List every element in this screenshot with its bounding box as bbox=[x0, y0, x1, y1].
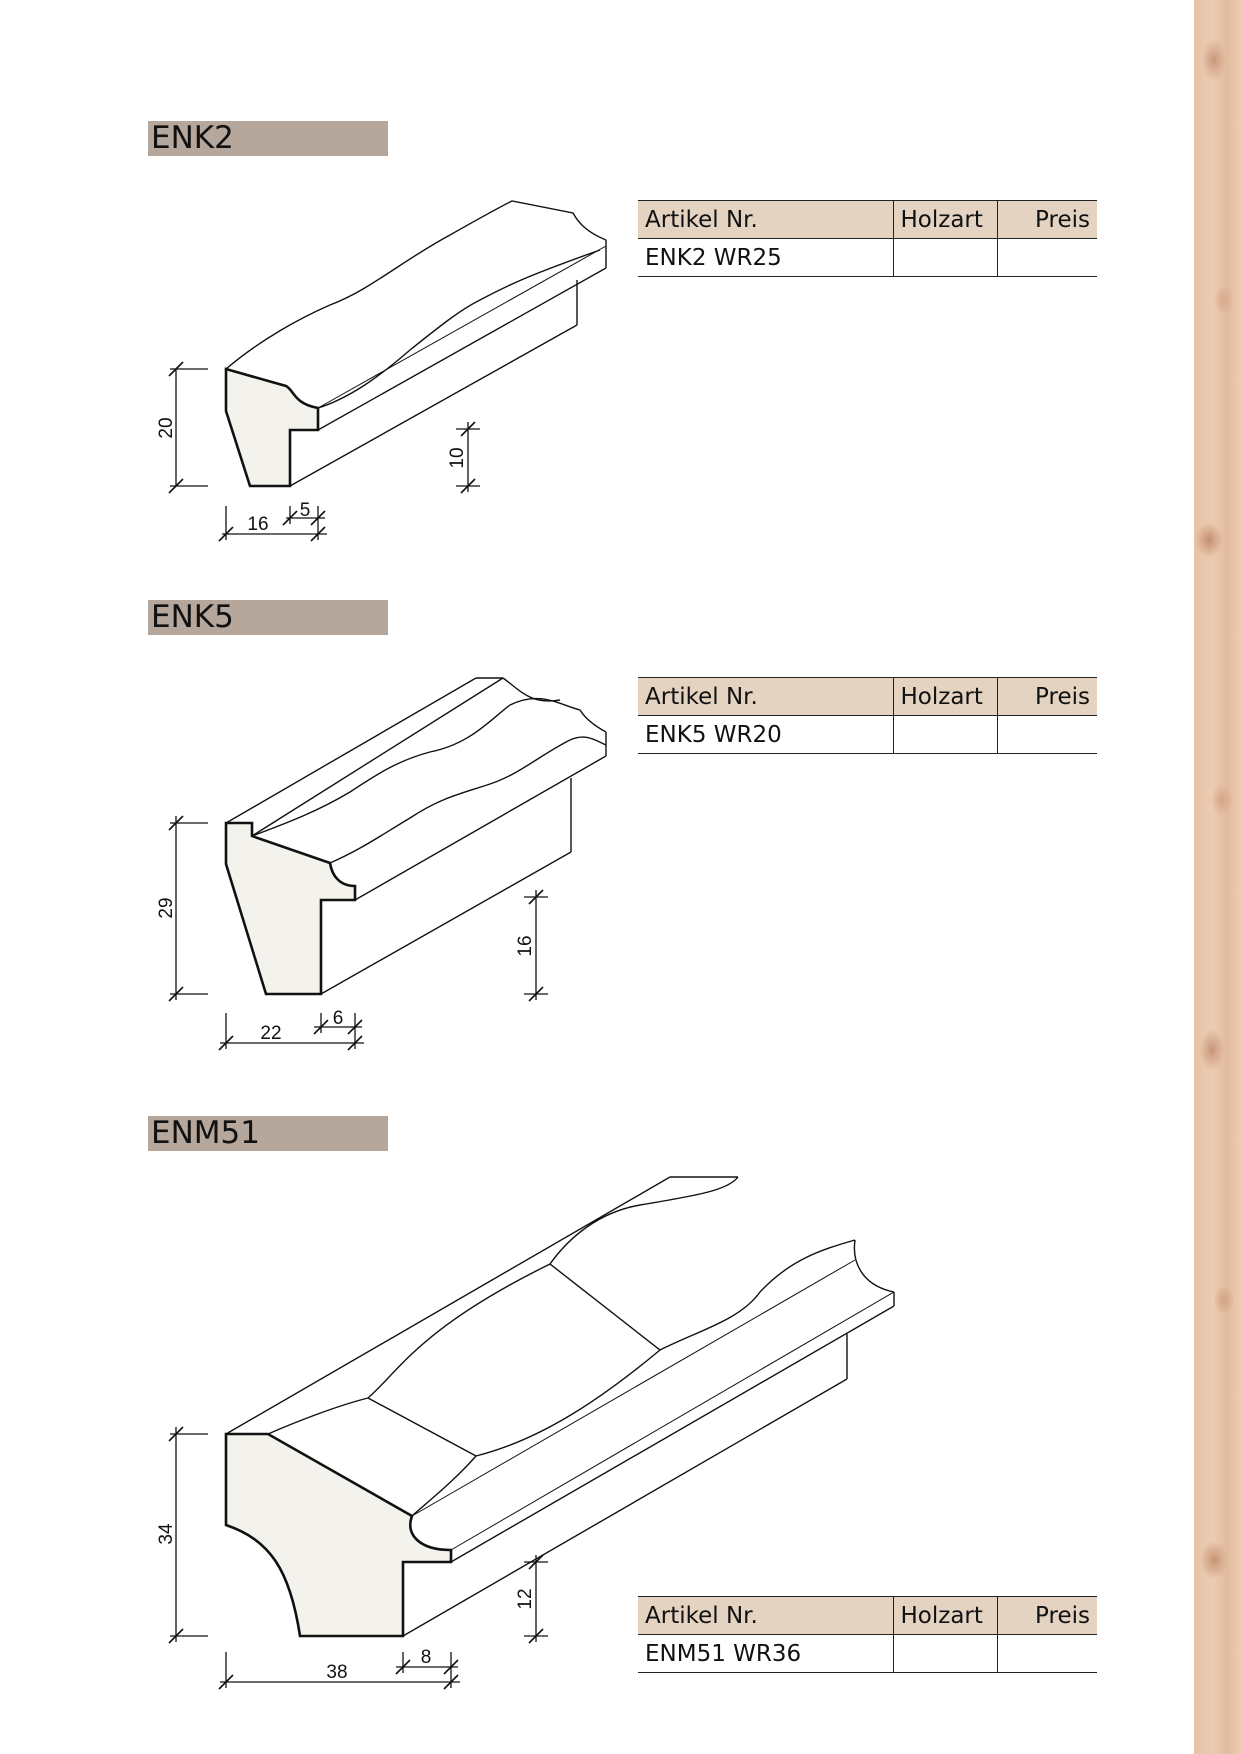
profile-drawing-enk2 bbox=[226, 201, 606, 486]
header-preis: Preis bbox=[997, 678, 1097, 716]
header-preis: Preis bbox=[997, 1597, 1097, 1635]
cell-artikel: ENM51 WR36 bbox=[638, 1635, 893, 1673]
dimension-label: 20 bbox=[156, 417, 177, 439]
header-holzart: Holzart bbox=[893, 201, 997, 239]
product-label-enm51: ENM51 bbox=[148, 1116, 388, 1151]
dimension-label: 38 bbox=[326, 1662, 348, 1683]
dimension-label: 12 bbox=[515, 1588, 536, 1610]
cell-artikel: ENK5 WR20 bbox=[638, 716, 893, 754]
dimension-label: 5 bbox=[299, 500, 311, 521]
dimension-label: 6 bbox=[332, 1008, 344, 1029]
header-holzart: Holzart bbox=[893, 678, 997, 716]
header-artikel: Artikel Nr. bbox=[638, 678, 893, 716]
dimension-label: 8 bbox=[420, 1647, 432, 1668]
product-label-enk5: ENK5 bbox=[148, 600, 388, 635]
dimension-label: 22 bbox=[260, 1023, 282, 1044]
header-artikel: Artikel Nr. bbox=[638, 1597, 893, 1635]
dimension-label: 29 bbox=[156, 897, 177, 919]
cell-artikel: ENK2 WR25 bbox=[638, 239, 893, 277]
header-preis: Preis bbox=[997, 201, 1097, 239]
wood-texture-strip bbox=[1194, 0, 1241, 1754]
product-label-enk2: ENK2 bbox=[148, 121, 388, 156]
dimension-label: 10 bbox=[447, 447, 468, 469]
dimension-label: 16 bbox=[247, 514, 269, 535]
dimension-label: 16 bbox=[515, 935, 536, 957]
header-artikel: Artikel Nr. bbox=[638, 201, 893, 239]
profile-drawing-enm51 bbox=[226, 1177, 894, 1636]
dimension-label: 34 bbox=[156, 1523, 177, 1545]
dimensions-enk2 bbox=[169, 362, 480, 541]
profile-drawing-enk5 bbox=[226, 678, 606, 994]
header-holzart: Holzart bbox=[893, 1597, 997, 1635]
